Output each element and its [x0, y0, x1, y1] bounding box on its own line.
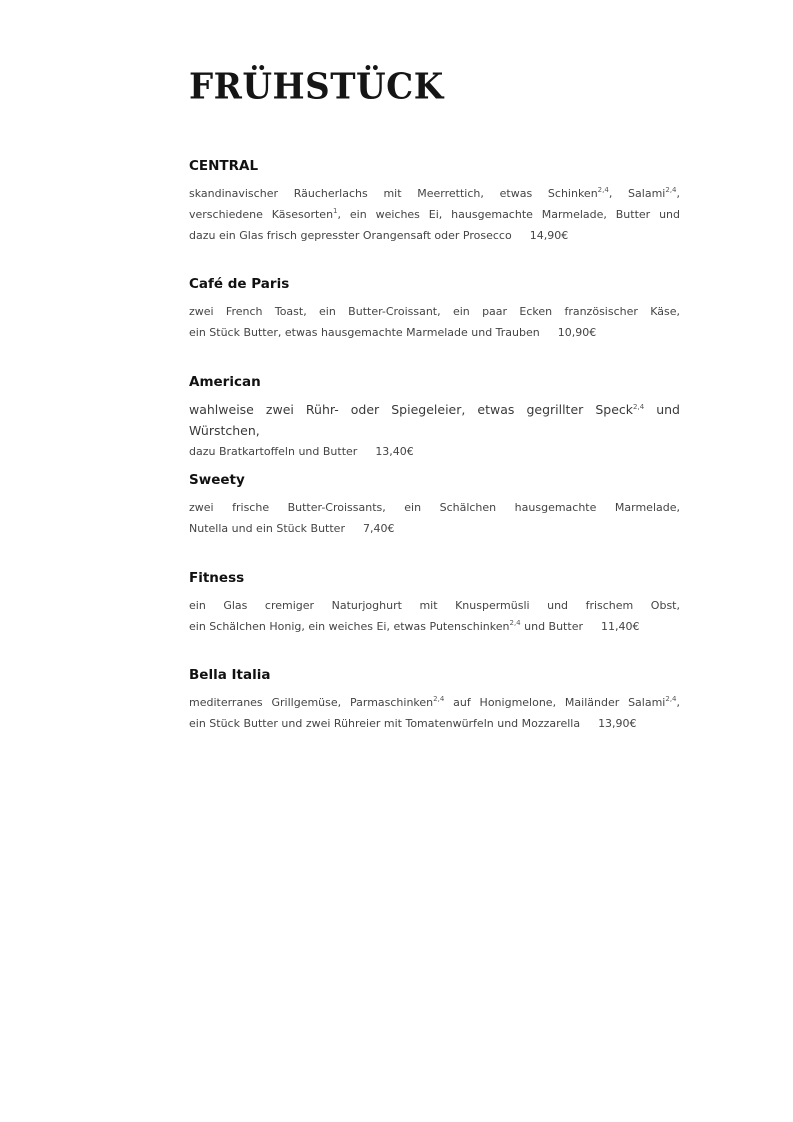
menu-item-description	[189, 399, 680, 462]
menu-item-american	[189, 373, 680, 462]
price: 13,90€	[598, 717, 637, 730]
description-line: ein Stück Butter und zwei Rühreier mit Tomatenwürfeln und Mozzarella 13,90€	[189, 717, 637, 730]
description-line: zwei frische Butter-Croissants, ein Schälchen hausgemachte Marmelade,	[189, 501, 680, 514]
price: 13,40€	[375, 445, 414, 458]
menu-item-bella-italia	[189, 666, 680, 734]
menu-item-central	[189, 157, 680, 246]
menu-item-sweety	[189, 471, 680, 539]
menu-item-title: Bella Italia	[189, 667, 271, 683]
price: 14,90€	[529, 229, 569, 242]
menu-item-fitness	[189, 569, 680, 637]
menu-item-description	[189, 595, 680, 637]
menu-item-title: Sweety	[189, 472, 245, 488]
description-line: mediterranes Grillgemüse, Parmaschinken$^{2,4}$ auf Honigmelone, Mailänder Salami$^{2,4}$,	[189, 695, 680, 709]
menu-item-description	[189, 183, 680, 246]
menu-item-description	[189, 692, 680, 734]
description-line: ein Schälchen Honig, ein weiches Ei, etwas Putenschinken$^{2,4}$ und Butter 11,40€	[189, 619, 640, 633]
description-line: Nutella und ein Stück Butter 7,40€	[189, 522, 395, 535]
menu-item-description	[189, 497, 680, 539]
description-line: dazu ein Glas frisch gepresster Orangensaft oder Prosecco 14,90€	[189, 229, 569, 242]
menu-item-title: American	[189, 374, 261, 390]
page-title: FRÜHSTÜCK	[189, 66, 444, 108]
description-line: dazu Bratkartoffeln und Butter 13,40€	[189, 445, 414, 458]
description-line: verschiedene Käsesorten$^1$, ein weiches Ei, hausgemachte Marmelade, Butter und	[189, 207, 680, 221]
price: 7,40€	[362, 522, 395, 535]
menu-item-title: Café de Paris	[189, 276, 290, 292]
description-line: zwei French Toast, ein Butter-Croissant, ein paar Ecken französischer Käse,	[189, 305, 680, 318]
menu-item-title: Fitness	[189, 570, 245, 586]
description-line: skandinavischer Räucherlachs mit Meerrettich, etwas Schinken$^{2,4}$, Salami$^{2,4}$,	[189, 186, 680, 200]
menu-item-title: CENTRAL	[189, 158, 259, 174]
description-line: ein Stück Butter, etwas hausgemachte Marmelade und Trauben 10,90€	[189, 326, 597, 339]
description-line: wahlweise zwei Rühr- oder Spiegeleier, etwas gegrillter Speck$^{2,4}$ und Würstchen,	[189, 402, 680, 438]
description-line: ein Glas cremiger Naturjoghurt mit Knuspermüsli und frischem Obst,	[189, 599, 680, 612]
price: 11,40€	[600, 620, 640, 633]
price: 10,90€	[557, 326, 597, 339]
menu-item-description	[189, 301, 680, 343]
menu-item-cafe-de-paris	[189, 275, 680, 343]
